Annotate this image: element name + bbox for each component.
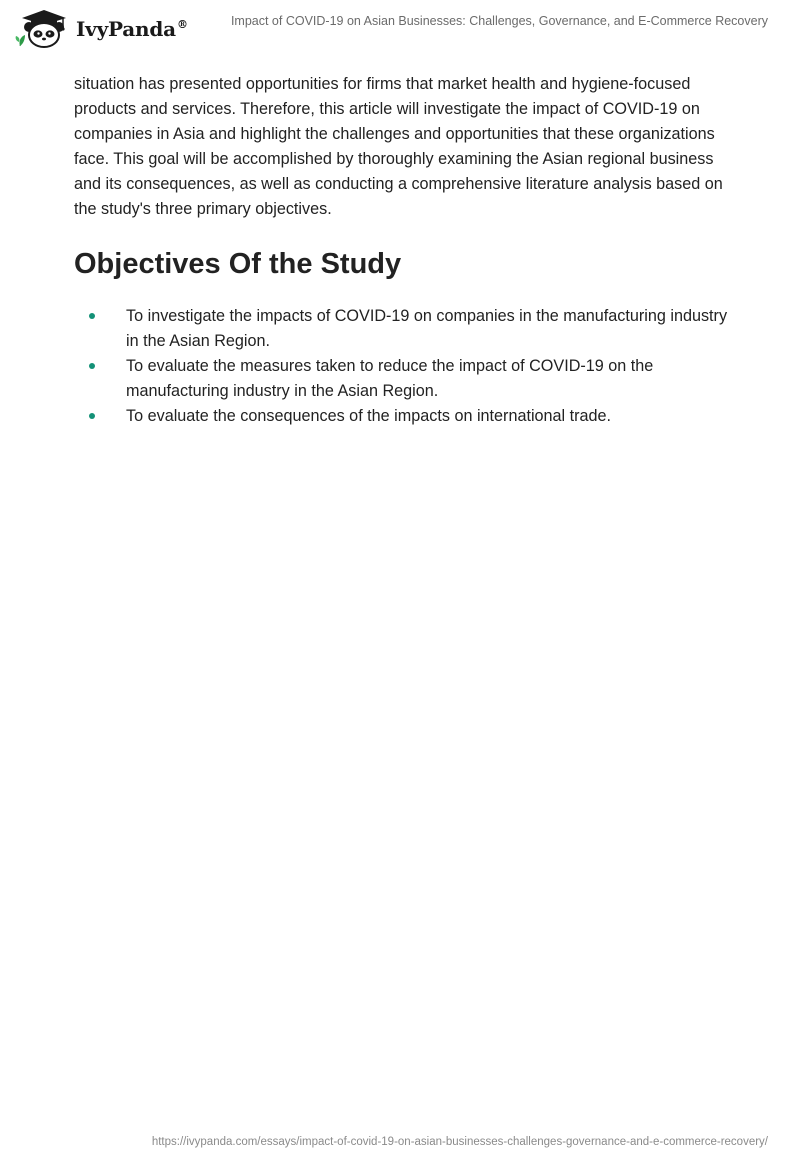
list-item	[74, 404, 734, 429]
list-item-text: To investigate the impacts of COVID-19 on companies in the manufacturing industry in the Asian Region.	[126, 307, 728, 350]
bullet-icon	[89, 363, 95, 369]
running-title: Impact of COVID-19 on Asian Businesses: Challenges, Governance, and E-Commerce Recovery	[230, 14, 768, 28]
section-heading: Objectives Of the Study	[74, 248, 402, 280]
list-item-text: To evaluate the consequences of the impacts on international trade.	[126, 407, 612, 425]
page-header	[0, 0, 800, 60]
list-item	[74, 304, 734, 354]
list-item	[74, 354, 734, 404]
list-item-text: To evaluate the measures taken to reduce the impact of COVID-19 on the manufacturing industry in the Asian Region.	[126, 357, 654, 400]
footer-url-link[interactable]: https://ivypanda.com/essays/impact-of-covid-19-on-asian-businesses-challenges-governance-and-e-commerce-recovery/	[151, 1136, 768, 1148]
bullet-icon	[89, 313, 95, 319]
article-body	[74, 72, 734, 429]
panda-graduate-icon	[14, 8, 74, 50]
body-paragraph: situation has presented opportunities for firms that market health and hygiene-focused products and services. Therefore, this article will investigate the impact of COVID-19 on companies in Asia and highlight the challenges and opportunities that these organizations face. This goal will be accomplished by thoroughly examining the Asian regional business and its consequences, as well as conducting a comprehensive literature analysis based on the study's three primary objectives.	[74, 75, 723, 218]
logo-wordmark: IvyPanda®	[76, 17, 188, 41]
ivypanda-logo[interactable]	[14, 8, 194, 50]
bullet-icon	[89, 413, 95, 419]
objectives-list	[74, 304, 734, 429]
